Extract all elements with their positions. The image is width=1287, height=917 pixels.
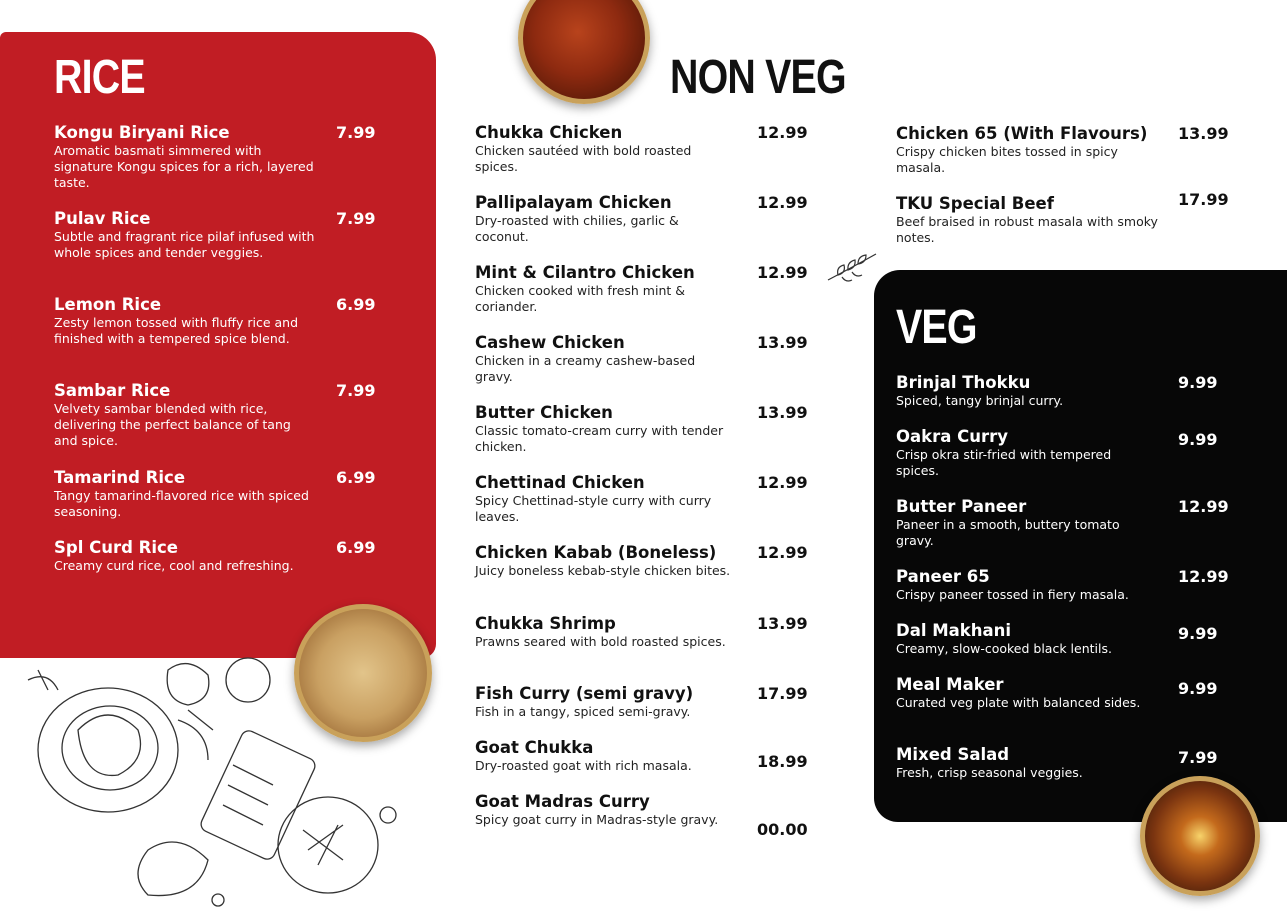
- item-name: Oakra Curry: [896, 427, 1009, 446]
- item-name: Fish Curry (semi gravy): [475, 684, 694, 703]
- item-price: 12.99: [1178, 567, 1229, 586]
- item-description: Dry-roasted with chilies, garlic & coconut.: [475, 213, 679, 244]
- item-price: 00.00: [757, 820, 808, 839]
- item-description: Curated veg plate with balanced sides.: [896, 695, 1141, 710]
- nonveg-menu-item: [475, 473, 808, 525]
- leaf-sprig-doodle: [826, 246, 882, 286]
- item-name: Butter Paneer: [896, 497, 1027, 516]
- item-name: Pulav Rice: [54, 209, 151, 228]
- nonveg-menu-item: [475, 738, 808, 774]
- item-name: Chukka Chicken: [475, 123, 623, 142]
- nonveg-menu-item: [475, 614, 808, 650]
- nonveg-menu-item: [475, 333, 808, 385]
- item-price: 6.99: [336, 295, 376, 314]
- item-description: Subtle and fragrant rice pilaf infused with whole spices and tender veggies.: [54, 229, 315, 260]
- veg-menu-item: [896, 567, 1229, 603]
- item-description: Spiced, tangy brinjal curry.: [896, 393, 1064, 408]
- item-price: 7.99: [336, 381, 376, 400]
- nonveg-menu-item: [475, 684, 808, 720]
- item-price: 12.99: [757, 473, 808, 492]
- item-name: Meal Maker: [896, 675, 1004, 694]
- nonveg-section-title: NON VEG: [670, 51, 846, 104]
- item-price: 9.99: [1178, 679, 1218, 698]
- item-description: Fresh, crisp seasonal veggies.: [896, 765, 1083, 780]
- item-price: 6.99: [336, 468, 376, 487]
- item-name: Brinjal Thokku: [896, 373, 1031, 392]
- item-name: Goat Madras Curry: [475, 792, 650, 811]
- item-name: Dal Makhani: [896, 621, 1012, 640]
- item-name: Mint & Cilantro Chicken: [475, 263, 695, 282]
- item-description: Crispy chicken bites tossed in spicy masala.: [896, 144, 1118, 175]
- nonveg-menu-item: [475, 123, 808, 175]
- item-price: 12.99: [757, 263, 808, 282]
- veg-menu-item: [896, 497, 1229, 549]
- item-price: 18.99: [757, 752, 808, 771]
- item-price: 12.99: [757, 543, 808, 562]
- item-description: Spicy goat curry in Madras-style gravy.: [475, 812, 719, 827]
- item-name: Chettinad Chicken: [475, 473, 645, 492]
- veg-menu-item: [896, 427, 1218, 479]
- item-name: Tamarind Rice: [54, 468, 186, 487]
- item-price: 12.99: [757, 123, 808, 142]
- rice-menu-item: [54, 295, 376, 347]
- item-description: Juicy boneless kebab-style chicken bites.: [475, 563, 731, 578]
- item-price: 12.99: [757, 193, 808, 212]
- nonveg-menu-item: [475, 263, 808, 315]
- item-description: Fish in a tangy, spiced semi-gravy.: [475, 704, 691, 719]
- item-name: Chicken Kabab (Boneless): [475, 543, 717, 562]
- item-price: 17.99: [757, 684, 808, 703]
- nonveg-menu-item: [896, 190, 1229, 246]
- rice-menu-item: [54, 381, 376, 449]
- item-description: Zesty lemon tossed with fluffy rice and finished with a tempered spice blend.: [54, 315, 299, 346]
- nonveg-menu-item: [475, 792, 808, 839]
- veg-menu-item: [896, 373, 1218, 409]
- item-description: Classic tomato-cream curry with tender chicken.: [475, 423, 724, 454]
- biryani-plate: [294, 604, 432, 742]
- item-name: Chukka Shrimp: [475, 614, 616, 633]
- item-description: Chicken in a creamy cashew-based gravy.: [475, 353, 696, 384]
- item-price: 7.99: [336, 123, 376, 142]
- item-price: 13.99: [1178, 124, 1229, 143]
- rice-menu-item: [54, 538, 376, 574]
- item-name: Goat Chukka: [475, 738, 594, 757]
- item-name: Lemon Rice: [54, 295, 162, 314]
- item-description: Creamy curd rice, cool and refreshing.: [54, 558, 294, 573]
- nonveg-menu-item: [475, 193, 808, 245]
- item-description: Crisp okra stir-fried with tempered spices.: [896, 447, 1112, 478]
- veg-menu-item: [896, 621, 1218, 657]
- item-description: Creamy, slow-cooked black lentils.: [896, 641, 1112, 656]
- veg-menu-item: [896, 675, 1218, 711]
- item-price: 13.99: [757, 614, 808, 633]
- item-price: 13.99: [757, 403, 808, 422]
- item-description: Tangy tamarind-flavored rice with spiced seasoning.: [54, 488, 309, 519]
- nonveg-menu-item: [896, 124, 1229, 176]
- item-name: TKU Special Beef: [896, 194, 1054, 213]
- item-description: Aromatic basmati simmered with signature Kongu spices for a rich, layered taste.: [54, 143, 314, 190]
- item-name: Mixed Salad: [896, 745, 1010, 764]
- rice-menu-item: [54, 468, 376, 520]
- item-name: Sambar Rice: [54, 381, 171, 400]
- item-price: 7.99: [1178, 748, 1218, 767]
- item-price: 7.99: [336, 209, 376, 228]
- nonveg-menu-item: [475, 403, 808, 455]
- item-price: 9.99: [1178, 373, 1218, 392]
- item-description: Chicken cooked with fresh mint & coriander.: [475, 283, 685, 314]
- item-name: Chicken 65 (With Flavours): [896, 124, 1148, 143]
- item-description: Velvety sambar blended with rice, delivering the perfect balance of tang and spice.: [54, 401, 291, 448]
- item-name: Pallipalayam Chicken: [475, 193, 672, 212]
- item-description: Dry-roasted goat with rich masala.: [475, 758, 692, 773]
- item-description: Chicken sautéed with bold roasted spices.: [475, 143, 692, 174]
- veg-menu-item: [896, 745, 1218, 781]
- rice-menu-item: [54, 209, 376, 261]
- item-description: Beef braised in robust masala with smoky notes.: [896, 214, 1158, 245]
- dal-makhani-plate: [1140, 776, 1260, 896]
- item-name: Butter Chicken: [475, 403, 613, 422]
- item-description: Prawns seared with bold roasted spices.: [475, 634, 726, 649]
- veg-section-title: VEG: [896, 301, 977, 354]
- item-price: 9.99: [1178, 624, 1218, 643]
- item-price: 17.99: [1178, 190, 1229, 209]
- item-price: 13.99: [757, 333, 808, 352]
- item-name: Paneer 65: [896, 567, 990, 586]
- item-price: 6.99: [336, 538, 376, 557]
- rice-section-title: RICE: [54, 51, 145, 104]
- item-price: 12.99: [1178, 497, 1229, 516]
- item-name: Spl Curd Rice: [54, 538, 178, 557]
- item-price: 9.99: [1178, 430, 1218, 449]
- item-description: Paneer in a smooth, buttery tomato gravy.: [896, 517, 1120, 548]
- item-description: Spicy Chettinad-style curry with curry leaves.: [475, 493, 712, 524]
- nonveg-menu-item: [475, 543, 808, 579]
- item-name: Cashew Chicken: [475, 333, 625, 352]
- chili-chicken-plate: [518, 0, 650, 104]
- item-description: Crispy paneer tossed in fiery masala.: [896, 587, 1129, 602]
- rice-menu-item: [54, 123, 376, 191]
- item-name: Kongu Biryani Rice: [54, 123, 230, 142]
